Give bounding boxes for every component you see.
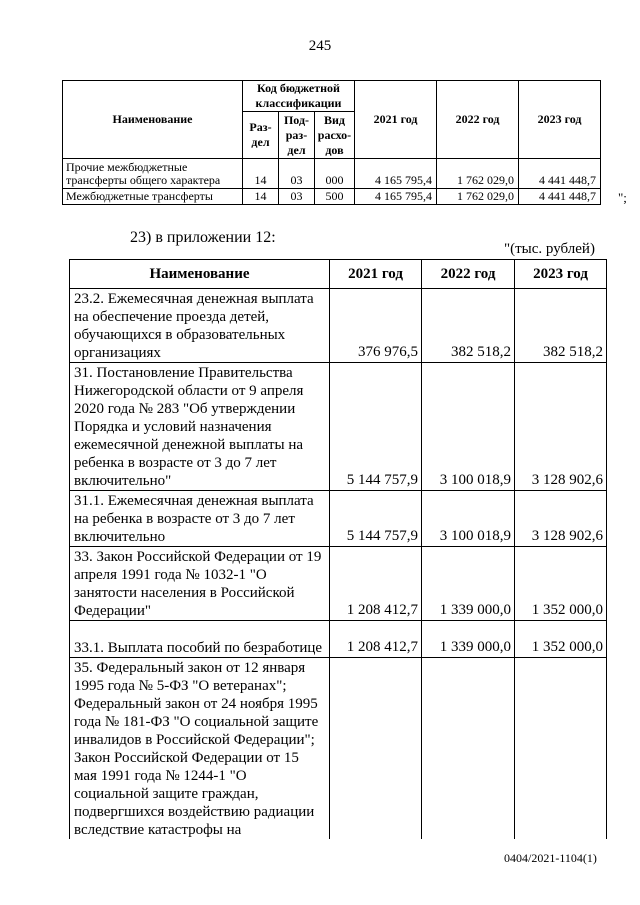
col-header-2021: 2021 год (355, 81, 437, 159)
row-section: 14 (243, 159, 279, 189)
row-2021: 1 208 412,7 (330, 621, 422, 658)
row-2021: 376 976,5 (330, 289, 422, 363)
table-row (70, 658, 607, 840)
row-2023 (515, 658, 607, 840)
row-2021: 5 144 757,9 (330, 491, 422, 547)
row-2022: 1 762 029,0 (437, 159, 519, 189)
col-header-2021: 2021 год (330, 260, 422, 289)
row-2022: 3 100 018,9 (422, 363, 515, 491)
units-label: "(тыс. рублей) (504, 241, 595, 257)
appendix-12-table (69, 259, 607, 839)
closing-quote-mark: "; (618, 190, 627, 205)
row-2021: 4 165 795,4 (355, 189, 437, 205)
col-header-expense-type: Вид расхо- дов (315, 112, 355, 159)
row-2023: 3 128 902,6 (515, 363, 607, 491)
col-header-2022: 2022 год (422, 260, 515, 289)
row-section: 14 (243, 189, 279, 205)
row-2021: 1 208 412,7 (330, 547, 422, 621)
row-2022: 1 339 000,0 (422, 621, 515, 658)
row-2023: 4 441 448,7 (519, 159, 601, 189)
table-row (70, 491, 607, 547)
row-2023: 4 441 448,7 (519, 189, 601, 205)
col-header-code-group: Код бюджетной классификации (243, 81, 355, 112)
col-header-subsection: Под- раз- дел (279, 112, 315, 159)
row-2022: 3 100 018,9 (422, 491, 515, 547)
row-name: Прочие межбюджетные трансферты общего характера (63, 159, 243, 189)
row-name: 35. Федеральный закон от 12 января 1995 года № 5-ФЗ "О ветеранах"; Федеральный закон от 24 ноября 1995 года № 181-ФЗ "О социальной защите инвалидов в Российской Федерации"; Закон Российской Федерации от 15 мая 1991 года № 1244-1 "О социальной защите граждан, подвергшихся воздействию радиации вследствие катастрофы на (70, 658, 330, 840)
col-header-section: Раз- дел (243, 112, 279, 159)
row-2023: 382 518,2 (515, 289, 607, 363)
row-2022: 1 762 029,0 (437, 189, 519, 205)
row-2023: 1 352 000,0 (515, 547, 607, 621)
page-number: 245 (308, 38, 332, 54)
table-row (63, 159, 601, 189)
row-name: 33. Закон Российской Федерации от 19 апреля 1991 года № 1032-1 "О занятости населения в Российской Федерации" (70, 547, 330, 621)
table-row (70, 547, 607, 621)
col-header-name: Наименование (63, 81, 243, 159)
row-2022 (422, 658, 515, 840)
row-name: 31.1. Ежемесячная денежная выплата на ребенка в возрасте от 3 до 7 лет включительно (70, 491, 330, 547)
row-2021 (330, 658, 422, 840)
table-row (70, 289, 607, 363)
table-row (70, 363, 607, 491)
row-2023: 1 352 000,0 (515, 621, 607, 658)
row-2023: 3 128 902,6 (515, 491, 607, 547)
row-subsection: 03 (279, 159, 315, 189)
row-expense-type: 000 (315, 159, 355, 189)
appendix-intro: 23) в приложении 12: (130, 229, 276, 246)
table-row (63, 189, 601, 205)
table-row (70, 621, 607, 658)
row-2022: 382 518,2 (422, 289, 515, 363)
col-header-2023: 2023 год (515, 260, 607, 289)
col-header-2022: 2022 год (437, 81, 519, 159)
col-header-name: Наименование (70, 260, 330, 289)
row-name: 31. Постановление Правительства Нижегородской области от 9 апреля 2020 года № 283 "Об утверждении Порядка и условий назначения ежемесячной денежной выплаты на ребенка в возрасте от 3 до 7 лет включительно" (70, 363, 330, 491)
row-2021: 4 165 795,4 (355, 159, 437, 189)
document-code: 0404/2021-1104(1) (504, 851, 597, 865)
row-2022: 1 339 000,0 (422, 547, 515, 621)
budget-classification-table (62, 80, 601, 205)
row-subsection: 03 (279, 189, 315, 205)
row-name: 33.1. Выплата пособий по безработице (70, 621, 330, 658)
col-header-2023: 2023 год (519, 81, 601, 159)
row-2021: 5 144 757,9 (330, 363, 422, 491)
row-name: 23.2. Ежемесячная денежная выплата на обеспечение проезда детей, обучающихся в образовательных организациях (70, 289, 330, 363)
row-expense-type: 500 (315, 189, 355, 205)
row-name: Межбюджетные трансферты (63, 189, 243, 205)
